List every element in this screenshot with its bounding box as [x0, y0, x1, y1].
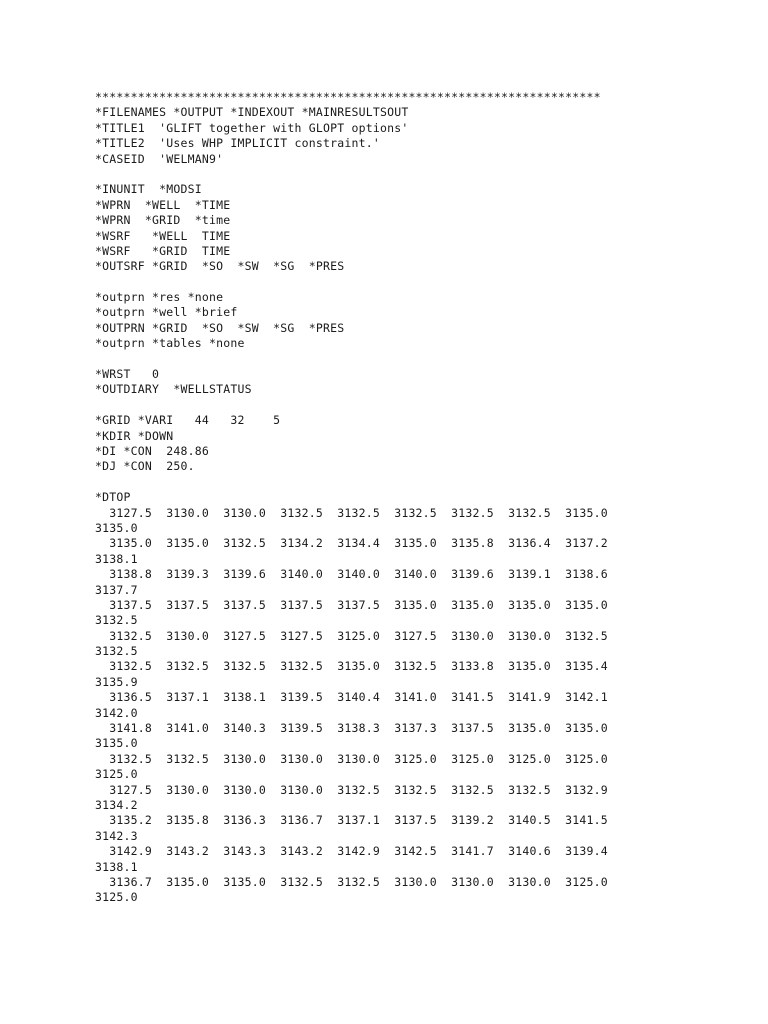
- text-line: 3137.7: [95, 582, 138, 597]
- text-block: [95, 413, 755, 475]
- text-line: 3132.5: [95, 613, 138, 628]
- text-line: *FILENAMES *OUTPUT *INDEXOUT *MAINRESULTSOUT: [95, 105, 409, 120]
- text-line: *DJ *CON 250.: [95, 459, 195, 474]
- text-line: 3132.5 3132.5 3132.5 3132.5 3135.0 3132.5 3133.8 3135.0 3135.4: [95, 659, 608, 674]
- text-line: 3142.0: [95, 705, 138, 720]
- text-line: 3135.0: [95, 736, 138, 751]
- text-line: 3142.3: [95, 828, 138, 843]
- text-block: [95, 490, 755, 906]
- text-line: ***********************************************************************: [95, 90, 601, 104]
- text-line: 3141.8 3141.0 3140.3 3139.5 3138.3 3137.3 3137.5 3135.0 3135.0: [95, 721, 608, 736]
- text-block: [95, 90, 755, 167]
- text-line: 3135.0: [95, 520, 138, 535]
- text-line: *OUTDIARY *WELLSTATUS: [95, 382, 252, 397]
- text-line: 3138.1: [95, 859, 138, 874]
- text-line: 3135.2 3135.8 3136.3 3136.7 3137.1 3137.5 3139.2 3140.5 3141.5: [95, 813, 608, 828]
- text-line: *WSRF *GRID TIME: [95, 243, 231, 258]
- text-line: 3136.7 3135.0 3135.0 3132.5 3132.5 3130.0 3130.0 3130.0 3125.0: [95, 874, 608, 889]
- text-line: *outprn *tables *none: [95, 336, 245, 351]
- text-line: 3127.5 3130.0 3130.0 3132.5 3132.5 3132.5 3132.5 3132.5 3135.0: [95, 505, 608, 520]
- blank-line: [95, 475, 755, 490]
- text-line: 3132.5 3132.5 3130.0 3130.0 3130.0 3125.0 3125.0 3125.0 3125.0: [95, 751, 608, 766]
- text-line: 3127.5 3130.0 3130.0 3130.0 3132.5 3132.5 3132.5 3132.5 3132.9: [95, 782, 608, 797]
- text-line: *INUNIT *MODSI: [95, 182, 202, 197]
- blank-line: [95, 352, 755, 367]
- text-line: *WRST 0: [95, 367, 160, 382]
- blank-line: [95, 275, 755, 290]
- text-line: 3125.0: [95, 890, 138, 905]
- text-block: [95, 290, 755, 352]
- text-line: *WSRF *WELL TIME: [95, 228, 231, 243]
- text-line: 3136.5 3137.1 3138.1 3139.5 3140.4 3141.0 3141.5 3141.9 3142.1: [95, 690, 608, 705]
- text-line: 3142.9 3143.2 3143.3 3143.2 3142.9 3142.5 3141.7 3140.6 3139.4: [95, 844, 608, 859]
- text-line: *OUTPRN *GRID *SO *SW *SG *PRES: [95, 320, 345, 335]
- text-line: *CASEID 'WELMAN9': [95, 151, 224, 166]
- text-line: *OUTSRF *GRID *SO *SW *SG *PRES: [95, 259, 345, 274]
- text-line: 3135.9: [95, 674, 138, 689]
- text-line: *KDIR *DOWN: [95, 428, 174, 443]
- text-line: *WPRN *WELL *TIME: [95, 197, 231, 212]
- text-block: [95, 367, 755, 398]
- text-line: 3134.2: [95, 797, 138, 812]
- text-line: 3132.5 3130.0 3127.5 3127.5 3125.0 3127.5 3130.0 3130.0 3132.5: [95, 628, 608, 643]
- text-line: 3137.5 3137.5 3137.5 3137.5 3137.5 3135.0 3135.0 3135.0 3135.0: [95, 597, 608, 612]
- text-line: *DI *CON 248.86: [95, 443, 209, 458]
- text-line: 3138.8 3139.3 3139.6 3140.0 3140.0 3140.0 3139.6 3139.1 3138.6: [95, 567, 608, 582]
- text-line: *outprn *res *none: [95, 290, 224, 305]
- text-line: *outprn *well *brief: [95, 305, 238, 320]
- text-line: *TITLE2 'Uses WHP IMPLICIT constraint.': [95, 136, 380, 151]
- text-line: 3138.1: [95, 551, 138, 566]
- blank-line: [95, 398, 755, 413]
- text-line: *DTOP: [95, 490, 131, 505]
- text-line: 3135.0 3135.0 3132.5 3134.2 3134.4 3135.0 3135.8 3136.4 3137.2: [95, 536, 608, 551]
- text-line: 3132.5: [95, 644, 138, 659]
- blank-line: [95, 167, 755, 182]
- text-block: [95, 182, 755, 274]
- text-line: 3125.0: [95, 767, 138, 782]
- text-line: *GRID *VARI 44 32 5: [95, 413, 281, 428]
- document-page: [95, 90, 755, 906]
- text-line: *TITLE1 'GLIFT together with GLOPT options': [95, 120, 409, 135]
- text-line: *WPRN *GRID *time: [95, 213, 231, 228]
